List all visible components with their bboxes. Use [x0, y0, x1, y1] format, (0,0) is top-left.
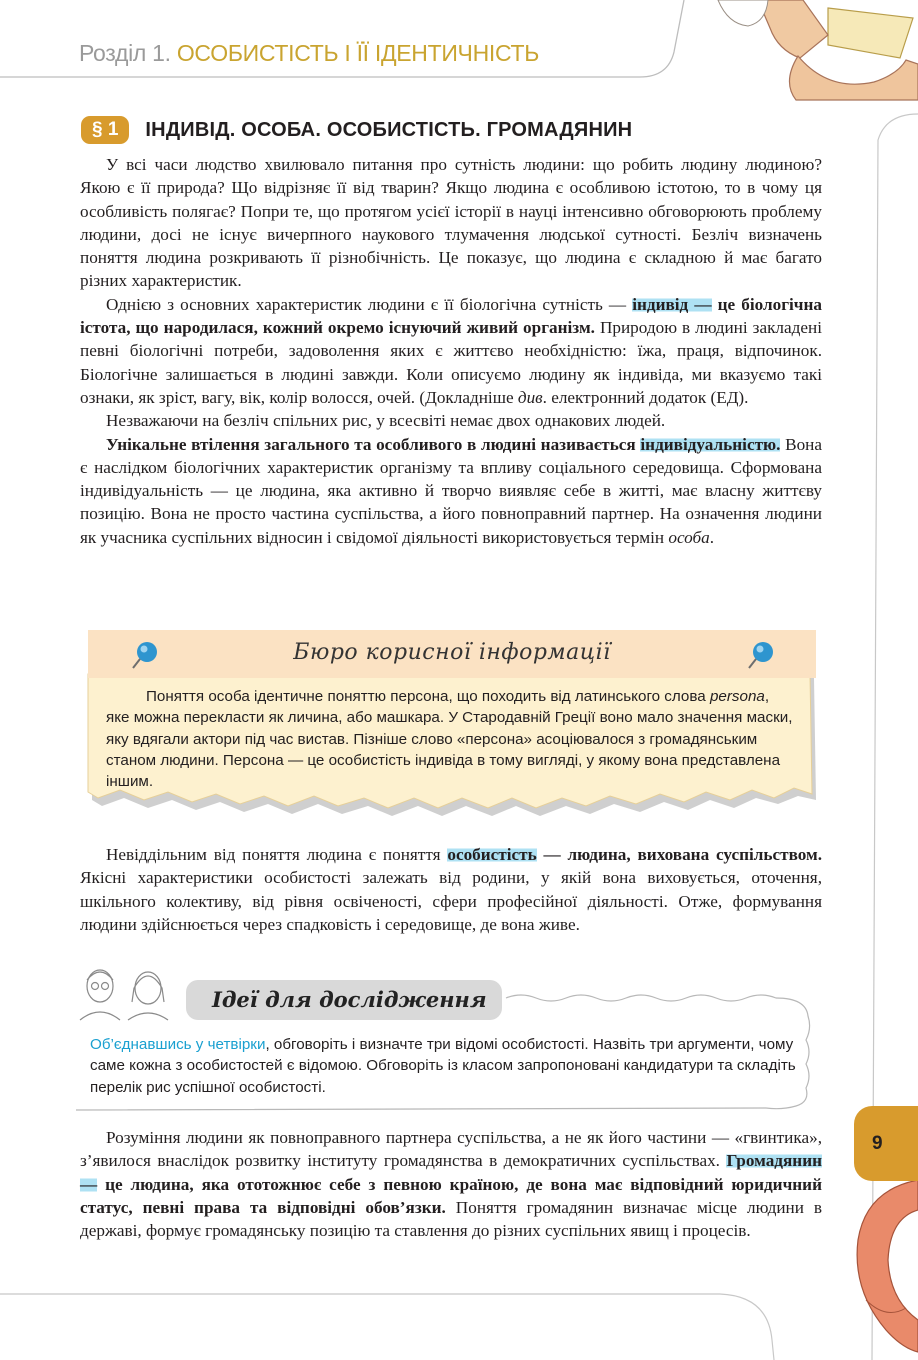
info-bureau-box — [78, 628, 826, 828]
text-block-1 — [80, 153, 822, 549]
text-block-2 — [80, 843, 822, 936]
paragraph-2: Однією з основних характеристик людини є її біологічна сутність — індивід — це біологічна істота, що народилася, кожний окремо існуючий живий організм. Природою в людині закладені певні біологічні потреби, задоволення яких є життєво необхідністю: їжа, праця, відпочинок. Біологічне залишається в людині завжди. Коли описуємо людину як індивіда, ми вказуємо такі ознаки, як зріст, вагу, вік, колір волосся, очей. (Докладніше див. електронний додаток (ЕД). — [80, 294, 822, 407]
term-individuality: індивідуальністю. — [640, 434, 781, 454]
pushpin-icon — [746, 640, 776, 670]
ideas-title: Ідеї для дослідження — [212, 987, 487, 1012]
paragraph-1: У всі часи людство хвилювало питання про сутність людини: що робить людину людиною? Якою є її природа? Що відрізняє її від тварин? Якщо людина є особливою істотою, то в чому ця особливість полягає? Попри те, що протягом усієї історії в науці інтенсивно обговорюють проблему людини, досі не існує вичерпного наукового тлумачення людської сутності. Безліч визначень поняття людина розкривають її різнобічність. Це показує, що людина є складною й має багато різних характеристик. — [80, 155, 822, 291]
ideas-label — [186, 980, 502, 1020]
paragraph-3: Незважаючи на безліч спільних рис, у всесвіті немає двох однакових людей. — [106, 411, 666, 431]
footer-frame — [0, 1280, 918, 1360]
bureau-title: Бюро корисної інформації — [293, 640, 611, 665]
chapter-title: ОСОБИСТІСТЬ І ЇЇ ІДЕНТИЧНІСТЬ — [176, 40, 540, 66]
arm-illustration — [846, 1180, 918, 1360]
definition-personality: — людина, вихована суспільством. — [536, 845, 823, 864]
bureau-text: Поняття особа ідентичне поняттю персона, що походить від латинського слова persona, яке можна перекласти як личина, або машкара. У Стародавній Греції воно мало значення маски, яку вдягали актори під час вистав. Пізніше слово «персона» асоціювалося з громадянським станом людини. Персона — це особистість індивіда в тому вигляді, у якому вона представлена іншим. — [106, 688, 793, 791]
paragraph-5: Невіддільним від поняття людина є поняття особистість — людина, вихована суспільством. Якісні характеристики особистості залежать від родини, у якій вона виховується, оточення, шкільного колективу, від рівня освіченості, сфери професійної діяльності. Отже, формування людини здійснюється через спадковість і середовище, де вона живе. — [80, 845, 823, 934]
chapter-label: Розділ 1. — [79, 40, 171, 66]
page-number: 9 — [872, 1133, 883, 1154]
chapter-heading — [79, 40, 539, 67]
term-personality: особистість — [447, 845, 537, 864]
ideas-lead: Об’єднавшись у четвірки — [90, 1036, 266, 1053]
section-badge: § 1 — [81, 116, 129, 144]
definition-individuality: Унікальне втілення загального та особливого в людині називається — [106, 434, 641, 454]
term-individ: індивід — — [632, 294, 712, 314]
paragraph-6: Розуміння людини як повноправного партнера суспільства, а не як його частини — «гвинтика», з’явилося внаслідок розвитку інституту громадянства в демократичних суспільствах. Громадянин — це людина, яка ототожнює себе з певною країною, де вона має відповідний юридичний статус, певні права та відповідні обов’язки. Поняття громадянин визначає місце людини в державі, формує громадянську позицію та ставлення до різних суспільних явищ і процесів. — [80, 1128, 822, 1241]
text-block-3 — [80, 1126, 822, 1242]
paragraph-4: Унікальне втілення загального та особливого в людині називається індивідуальністю. Вона є наслідком біологічних характеристик організму та впливу соціального середовища. Сформована індивідуальність — це людина, яка активно й творчо виявляє себе в житті, має власну життєву позицію. Вона не просто частина суспільства, а його повноправний партнер. На означення людини як учасника суспільних відносин і свідомої діяльності використовується термін особа. — [80, 434, 822, 547]
students-icon — [80, 970, 168, 1020]
term-citizen: Громадянин — — [80, 1151, 822, 1194]
ideas-text: Об’єднавшись у четвірки, обговоріть і визначте три відомі особистості. Назвіть три аргументи, чому саме кожна з особистостей є відомою. Обговоріть із класом запропоновані кандидатури та складіть перелік рис успішної особистості. — [90, 1036, 796, 1096]
definition-citizen: це людина, яка ототожнює себе з певною країною, де вона має відповідний юридичний статус, певні права та відповідні обов’язки. — [80, 1174, 822, 1217]
pushpin-icon — [130, 640, 160, 670]
section-heading — [81, 116, 632, 144]
page-number-tab — [854, 1106, 918, 1181]
ideas-box — [76, 958, 824, 1118]
section-title: ІНДИВІД. ОСОБА. ОСОБИСТІСТЬ. ГРОМАДЯНИН — [145, 118, 633, 141]
definition-individ: це біологічна істота, що народилася, кожний окремо існуючий живий організм. — [80, 294, 822, 338]
bureau-header — [88, 630, 816, 678]
